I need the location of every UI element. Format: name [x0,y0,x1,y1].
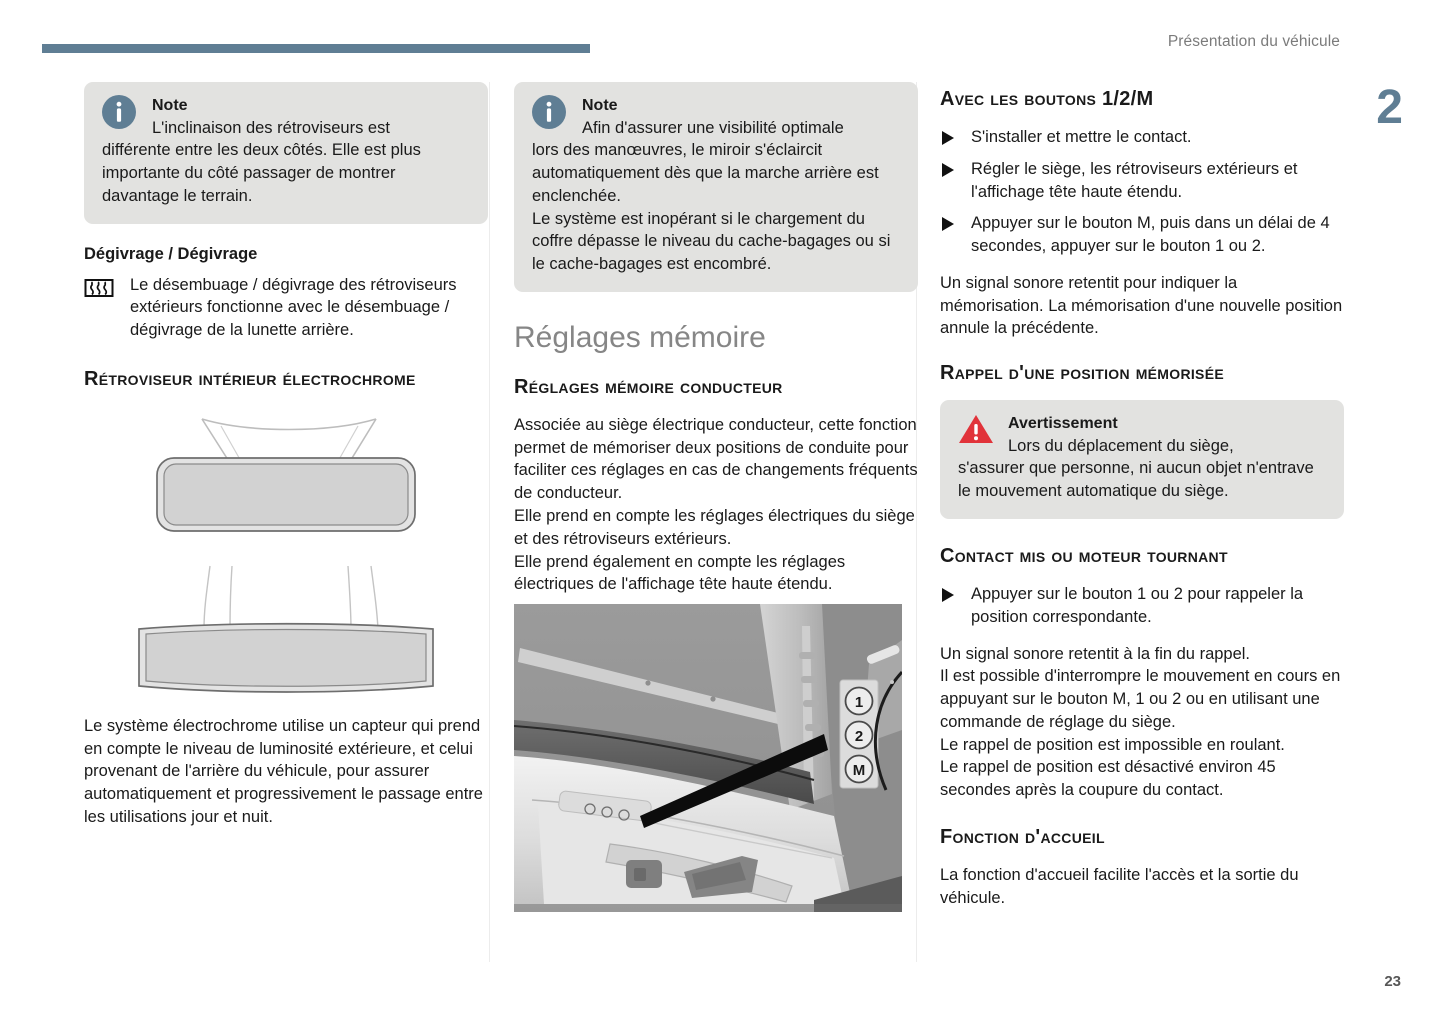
page-number: 23 [1384,973,1401,990]
warning-first-line: Lors du déplacement du siège, [1008,436,1234,455]
column-1 [84,82,488,829]
recall-paragraph-2: Il est possible d'interrompre le mouvement en cours en appuyant sur le bouton M, 1 ou 2 ou en utilisant une commande de réglage du siège. [940,667,1341,731]
heading-ignition-on-engine-running: Contact mis ou moteur tournant [940,545,1228,568]
note-heading: Note [152,97,188,114]
recall-paragraph-4: Le rappel de position est désactivé environ 45 secondes après la coupure du contact. [940,758,1276,800]
triangle-bullet-icon [942,217,954,231]
seat-memory-buttons-photo [514,604,902,912]
page-columns [0,82,1445,962]
defrost-icon-row [84,274,488,342]
step-text: S'installer et mettre le contact. [971,128,1192,146]
column-divider-1 [489,82,490,962]
memory-paragraph-1: Associée au siège électrique conducteur, cette fonction permet de mémoriser deux positions de conduite pour faciliter ces réglages en cas de changements fréquents de conducteur. [514,415,918,503]
subheading-defrost: Dégivrage / Dégivrage [84,244,258,263]
triangle-bullet-icon [942,588,954,602]
warning-heading: Avertissement [1008,415,1118,433]
header-rule [42,44,590,53]
chapter-number: 2 [1376,81,1403,134]
note-heading: Note [582,97,618,114]
note-body: différente entre les deux côtés. Elle est plus importante du côté passager de montrer davantage le terrain. [102,141,421,205]
list-item [940,126,1344,149]
step-text: Régler le siège, les rétroviseurs extérieurs et l'affichage tête haute étendu. [971,159,1298,201]
recall-paragraph-1: Un signal sonore retentit à la fin du rappel. [940,644,1251,663]
electrochrome-paragraph: Le système électrochrome utilise un capteur qui prend en compte le niveau de luminosité extérieure, et celui provenant de l'arrière du véhicule, pour assurer automatiquement et progressivement le passage entre les utilisations jour et nuit. [84,716,483,827]
warning-callout-seat-movement [940,400,1344,519]
info-icon [532,95,566,129]
steps-recall-list [940,583,1344,629]
welcome-paragraph: La fonction d'accueil facilite l'accès et la sortie du véhicule. [940,865,1299,907]
heading-interior-mirror: Rétroviseur intérieur électrochrome [84,367,416,390]
note-first-line: L'inclinaison des rétroviseurs est [152,118,390,137]
column-2 [514,82,918,912]
step-text: Appuyer sur le bouton M, puis dans un délai de 4 secondes, appuyer sur le bouton 1 ou 2. [971,214,1330,256]
memorize-paragraph: Un signal sonore retentit pour indiquer la mémorisation. La mémorisation d'une nouvelle position annule la précédente. [940,273,1343,338]
list-item [940,212,1344,258]
note-callout-auto-clear [514,82,918,292]
warning-body: s'assurer que personne, ni aucun objet n'entrave le mouvement automatique du siège. [958,459,1314,501]
section-title-memory-settings: Réglages mémoire [514,320,766,354]
memory-button-m-label: M [852,762,866,780]
interior-mirror-illustration [84,401,488,701]
heading-welcome-function: Fonction d'accueil [940,825,1105,848]
recall-paragraph-3: Le rappel de position est impossible en roulant. [940,735,1285,754]
note-body-2: Le système est inopérant si le chargement du coffre dépasse le niveau du cache-bagages ou si le cache-bagages est encombré. [532,209,891,274]
warning-triangle-icon [958,413,992,447]
heading-recall-memorized-position: Rappel d'une position mémorisée [940,362,1224,385]
steps-memorize-list [940,126,1344,258]
memory-paragraph-2: Elle prend en compte les réglages électriques du siège et des rétroviseurs extérieurs. [514,507,915,548]
note-body-1: lors des manœuvres, le miroir s'éclaircit automatiquement dès que la marche arrière est enclenchée. [532,141,879,205]
column-3 [940,82,1344,909]
triangle-bullet-icon [942,131,954,145]
memory-button-1-label: 1 [854,694,864,712]
step-text: Appuyer sur le bouton 1 ou 2 pour rappeler la position correspondante. [971,585,1304,626]
page-title: Présentation du véhicule [1167,33,1340,50]
rear-defrost-icon [84,274,130,307]
memory-paragraph-3: Elle prend également en compte les réglages électriques de l'affichage tête haute étendu. [514,552,846,594]
heading-driver-memory-settings: Réglages mémoire conducteur [514,375,783,398]
note-callout-mirror-tilt [84,82,488,224]
note-first-line: Afin d'assurer une visibilité optimale [582,118,844,137]
triangle-bullet-icon [942,163,954,177]
list-item [940,158,1344,204]
list-item [940,583,1344,629]
heading-with-buttons: Avec les boutons 1/2/M [940,88,1154,110]
memory-button-2-label: 2 [854,728,864,746]
info-icon [102,95,136,129]
defrost-text: Le désembuage / dégivrage des rétroviseurs extérieurs fonctionne avec le désembuage / dégivrage de la lunette arrière. [130,275,457,340]
